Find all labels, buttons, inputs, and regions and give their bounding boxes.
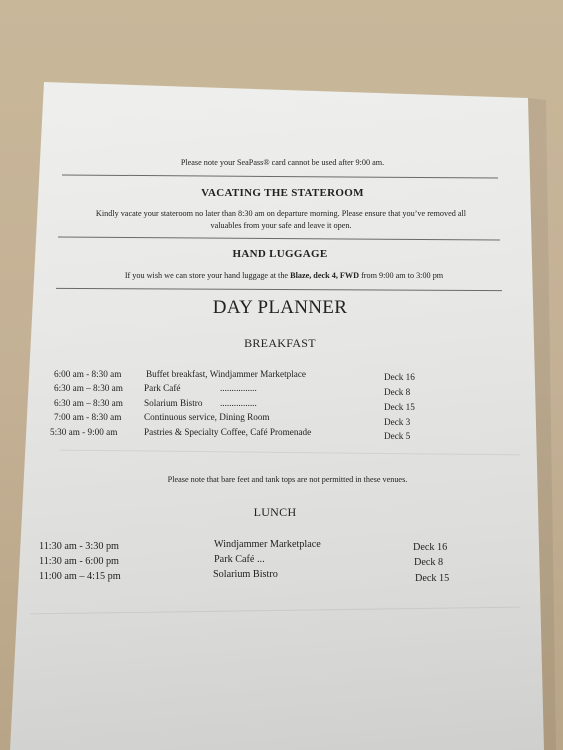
breakfast-time: 7:00 am - 8:30 am xyxy=(54,412,122,422)
hand-luggage-location: Blaze, deck 4, FWD xyxy=(290,271,360,280)
lunch-time: 11:30 am - 3:30 pm xyxy=(39,541,119,552)
lunch-venue: Solarium Bistro xyxy=(213,569,278,580)
hand-luggage-heading: HAND LUGGAGE xyxy=(232,248,328,260)
paper-crease xyxy=(60,450,520,456)
breakfast-time: 6:30 am – 8:30 am xyxy=(54,383,123,393)
breakfast-time: 6:30 am – 8:30 am xyxy=(54,398,123,408)
lunch-venue: Windjammer Marketplace xyxy=(214,539,321,550)
vacating-heading: VACATING THE STATEROOM xyxy=(201,187,364,199)
lunch-deck: Deck 16 xyxy=(413,542,448,553)
seapass-notice: Please note your SeaPass® card cannot be used after 9:00 am. xyxy=(180,158,385,167)
breakfast-venue: Solarium Bistro xyxy=(144,398,203,408)
divider xyxy=(56,288,502,291)
breakfast-heading: BREAKFAST xyxy=(244,336,316,350)
breakfast-deck: Deck 15 xyxy=(384,402,415,412)
breakfast-venue: Buffet breakfast, Windjammer Marketplace xyxy=(146,369,307,379)
hand-luggage-text-after: from 9:00 am to 3:00 pm xyxy=(359,271,444,280)
lunch-time: 11:30 am - 6:00 pm xyxy=(39,556,119,567)
lunch-time: 11:00 am – 4:15 pm xyxy=(39,571,121,582)
vacating-text-line2: valuables from your safe and leave it open. xyxy=(210,221,352,230)
breakfast-venue: Park Café xyxy=(144,383,181,393)
lunch-deck: Deck 8 xyxy=(414,557,444,568)
breakfast-deck: Deck 3 xyxy=(384,417,411,427)
divider xyxy=(58,236,500,240)
lunch-deck: Deck 15 xyxy=(415,573,450,584)
venue-dress-notice: Please note that bare feet and tank tops are not permitted in these venues. xyxy=(167,475,408,484)
breakfast-venue: Continuous service, Dining Room xyxy=(144,412,270,422)
hand-luggage-text xyxy=(70,271,498,280)
vacating-text-line1: Kindly vacate your stateroom no later than 8:30 am on departure morning. Please ensure that you’ve removed all xyxy=(95,209,467,218)
breakfast-dots: ................ xyxy=(220,398,257,408)
lunch-venue: Park Café ... xyxy=(214,554,265,565)
day-planner-title: DAY PLANNER xyxy=(212,297,348,318)
breakfast-deck: Deck 5 xyxy=(384,431,411,441)
breakfast-dots: ................ xyxy=(220,383,257,393)
breakfast-venue: Pastries & Specialty Coffee, Café Promenade xyxy=(144,427,312,437)
breakfast-time: 5:30 am - 9:00 am xyxy=(50,427,118,437)
lunch-heading: LUNCH xyxy=(253,505,297,519)
breakfast-deck: Deck 8 xyxy=(384,387,411,397)
divider xyxy=(62,174,498,178)
breakfast-time: 6:00 am - 8:30 am xyxy=(54,369,122,379)
breakfast-deck: Deck 16 xyxy=(384,372,415,382)
paper-crease xyxy=(30,607,520,615)
hand-luggage-text-before: If you wish we can store your hand luggage at the xyxy=(124,271,291,280)
